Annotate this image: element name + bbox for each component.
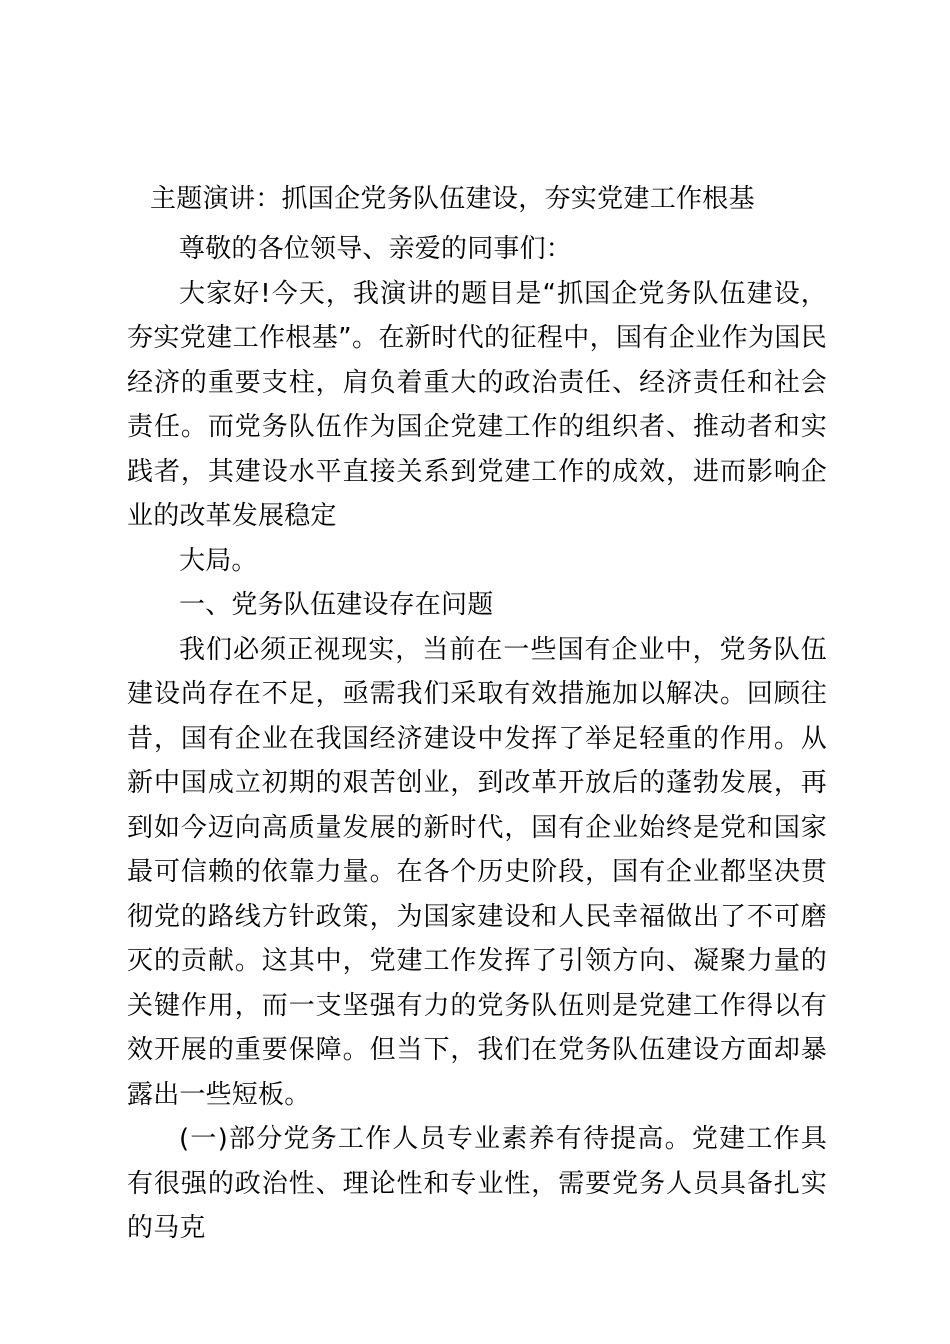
body-paragraph: 我们必须正视现实，当前在一些国有企业中，党务队伍建设尚存在不足，亟需我们采取有效措施加以解决。回顾往昔，国有企业在我国经济建设中发挥了举足轻重的作用。从新中国成立初期的艰苦创业，到改革开放后的蓬勃发展，再到如今迈向高质量发展的新时代，国有企业始终是党和国家最可信赖的依靠力量。在各个历史阶段，国有企业都坚决贯彻党的路线方针政策，为国家建设和人民幸福做出了不可磨灭的贡献。这其中，党建工作发挥了引领方向、凝聚力量的关键作用，而一支坚强有力的党务队伍则是党建工作得以有效开展的重要保障。但当下，我们在党务队伍建设方面却暴露出一些短板。 bbox=[127, 634, 827, 1110]
document-title: 主题演讲：抓国企党务队伍建设，夯实党建工作根基 bbox=[150, 184, 755, 214]
intro-paragraph: 大家好!今天，我演讲的题目是“抓国企党务队伍建设，夯实党建工作根基”。在新时代的征程中，国有企业作为国民经济的重要支柱，肩负着重大的政治责任、经济责任和社会责任。而党务队伍作为国企党建工作的组织者、推动者和实践者，其建设水平直接关系到党建工作的成效，进而影响企业的改革发展稳定 bbox=[127, 278, 827, 531]
salutation: 尊敬的各位领导、亲爱的同事们： bbox=[179, 234, 573, 264]
document-body bbox=[127, 227, 827, 1251]
subsection-paragraph: (一)部分党务工作人员专业素养有待提高。党建工作具有很强的政治性、理论性和专业性，需要党务人员具备扎实的马克 bbox=[127, 1124, 827, 1243]
intro-paragraph-continuation: 大局。 bbox=[179, 545, 258, 576]
section-heading: 一、党务队伍建设存在问题 bbox=[179, 590, 494, 620]
